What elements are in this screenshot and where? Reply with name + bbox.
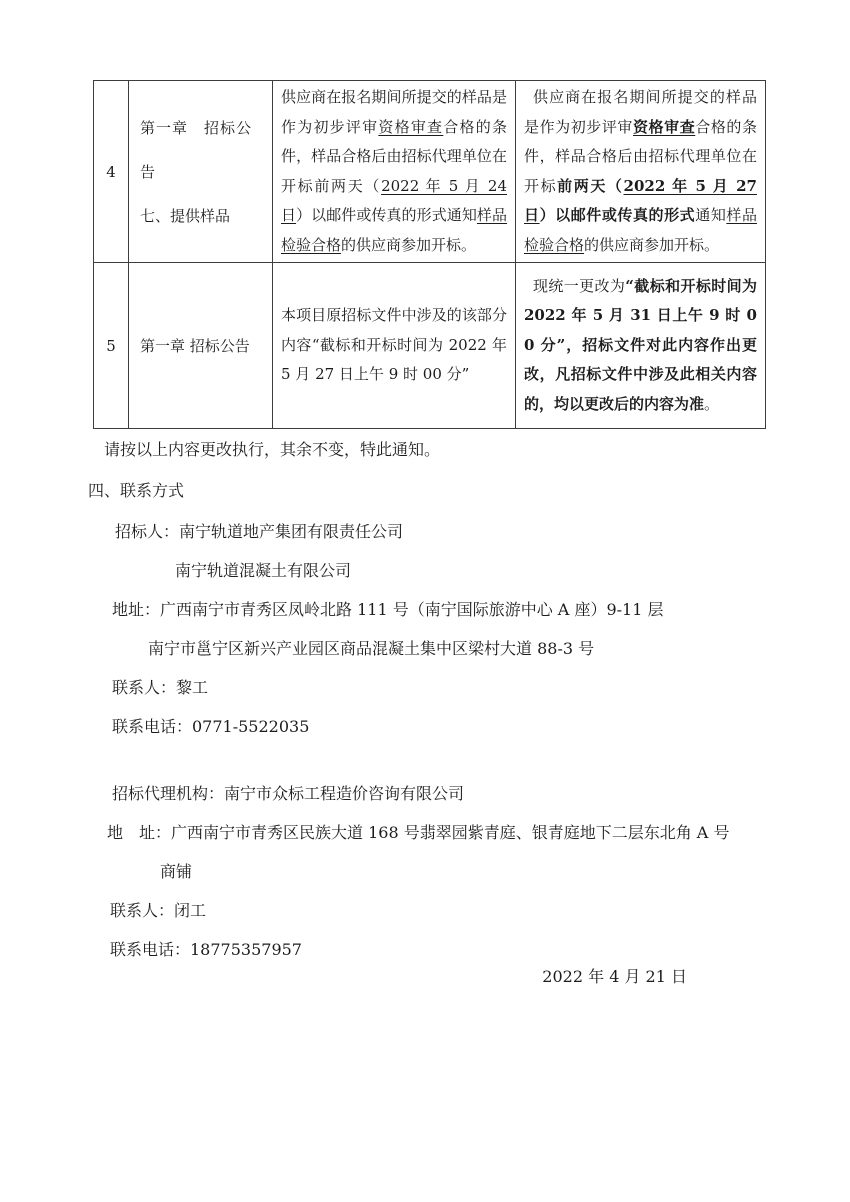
agency-phone-line: 联系电话：18775357957 — [110, 940, 302, 959]
change-table — [93, 80, 766, 429]
tenderer-line: 招标人：南宁轨道地产集团有限责任公司 — [115, 522, 404, 541]
change-section-cell — [129, 263, 273, 429]
tenderer-name2-line: 南宁轨道混凝土有限公司 — [175, 561, 352, 580]
changed-content-cell: 现统一更改为“截标和开标时间为 2022 年 5 月 31 日上午 9 时 00 分”，招标文件对此内容作出更改，凡招标文件中涉及此相关内容的，均以更改后的内容为准。 — [516, 263, 766, 429]
tenderer-phone-line: 联系电话：0771-5522035 — [112, 717, 310, 736]
tenderer-address-line2: 南宁市邕宁区新兴产业园区商品混凝土集中区梁村大道 88-3 号 — [148, 639, 595, 658]
agency-contact-line: 联系人：闭工 — [110, 901, 207, 920]
changed-content-cell: 供应商在报名期间所提交的样品是作为初步评审资格审查合格的条件，样品合格后由招标代理单位在开标前两天（2022 年 5 月 27 日）以邮件或传真的形式通知样品检验合格的供应商参加开标。 — [516, 81, 766, 263]
agency-line: 招标代理机构：南宁市众标工程造价咨询有限公司 — [112, 784, 465, 803]
original-content-cell: 供应商在报名期间所提交的样品是作为初步评审资格审查合格的条件，样品合格后由招标代理单位在开标前两天（2022 年 5 月 24 日）以邮件或传真的形式通知样品检验合格的供应商参加开标。 — [273, 81, 516, 263]
section-chapter-line: 第一章 招标公告 — [140, 118, 253, 181]
contact-block — [0, 512, 850, 996]
change-no-cell: 5 — [94, 263, 129, 429]
table-row — [94, 81, 766, 263]
original-content-cell: 本项目原招标文件中涉及的该部分内容“截标和开标时间为 2022 年 5 月 27 日上午 9 时 00 分” — [273, 263, 516, 429]
tenderer-contact-line: 联系人：黎工 — [112, 678, 209, 697]
block-gap — [0, 746, 850, 774]
table-row — [94, 263, 766, 429]
notice-line: 请按以上内容更改执行，其余不变，特此通知。 — [104, 440, 441, 459]
date-line: 2022 年 4 月 21 日 — [542, 967, 687, 986]
change-section-cell — [129, 81, 273, 263]
section-item-line: 七、提供样品 — [140, 206, 231, 225]
tenderer-address-line1: 地址：广西南宁市青秀区凤岭北路 111 号（南宁国际旅游中心 A 座）9-11 层 — [112, 600, 664, 619]
change-no-cell: 4 — [94, 81, 129, 263]
agency-address-line2: 商铺 — [160, 862, 193, 881]
contact-section-heading: 四、联系方式 — [88, 481, 185, 500]
section-chapter-line: 第一章 招标公告 — [140, 336, 250, 355]
agency-address-line1: 地 址：广西南宁市青秀区民族大道 168 号翡翠园紫青庭、银青庭地下二层东北角 A 号 — [107, 823, 730, 842]
